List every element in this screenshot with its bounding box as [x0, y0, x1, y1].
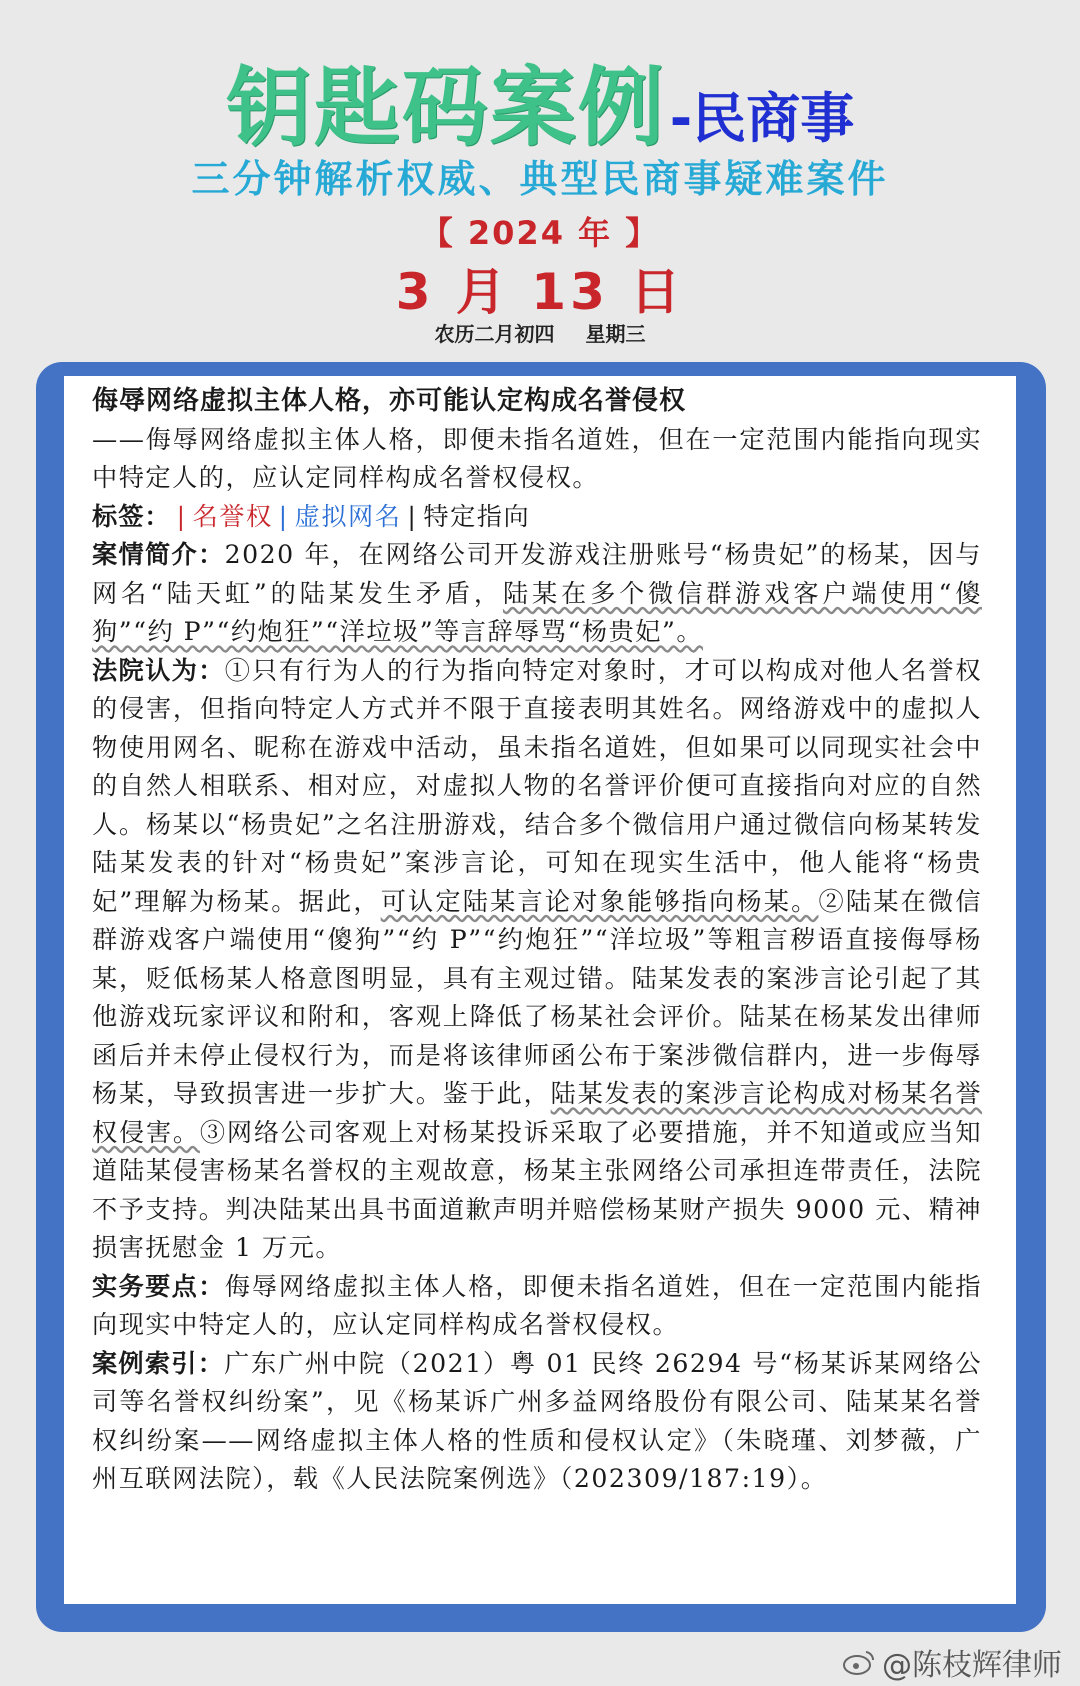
tag-separator: | — [407, 501, 418, 531]
facts-highlight: 陆某在多个微信群游戏客户端使用“傻狗”“约 P”“约炮狂”“洋垃圾”等言辞辱骂“杨贵妃”。 — [92, 578, 982, 646]
court-text: ②陆某在微信群游戏客户端使用“傻狗”“约 P”“约炮狂”“洋垃圾”等粗言秽语直接侮辱杨某，贬低杨某人格意图明显，具有主观过错。陆某发表的案涉言论引起了其他游戏玩家评议和附和，客观上降低了杨某社会评价。陆某在杨某发出律师函后并未停止侵权行为，而是将该律师函公布于案涉微信群内，进一步侮辱杨某，导致损害进一步扩大。鉴于此， — [92, 886, 983, 1108]
case-summary: ——侮辱网络虚拟主体人格，即便未指名道姓，但在一定范围内能指向现实中特定人的，应认定同样构成名誉权侵权。 — [92, 424, 982, 492]
article — [92, 382, 982, 1499]
court-highlight: 陆某发表的案涉言论构成对杨某名誉权侵害。 — [92, 1079, 983, 1147]
reference-section — [92, 1345, 982, 1499]
tag-item: 名誉权 — [192, 501, 273, 531]
tags-line — [92, 498, 982, 537]
court-highlight: 可认定陆某言论对象能够指向杨某。 — [380, 886, 819, 916]
tagline: 三分钟解析权威、典型民商事疑难案件 — [191, 157, 889, 201]
lunar-date: 农历二月初四 星期三 — [434, 322, 646, 346]
court-section — [92, 652, 982, 1268]
practice-label: 实务要点： — [92, 1271, 225, 1301]
tag-separator: | — [278, 501, 289, 531]
year-label: 【 2024 年 】 — [420, 214, 660, 252]
watermark-text: @陈枝辉律师 — [882, 1648, 1062, 1683]
facts-label: 案情简介： — [92, 540, 225, 569]
tag-item: 虚拟网名 — [294, 501, 402, 531]
court-text: ①只有行为人的行为指向特定对象时，才可以构成对他人名誉权的侵害，但指向特定人方式并不限于直接表明其姓名。网络游戏中的虚拟人物使用网名、昵称在游戏中活动，虽未指名道姓，但如果可以同现实社会中的自然人相联系、相对应，对虚拟人物的名誉评价便可直接指向对应的自然人。杨某以“杨贵妃”之名注册游戏，结合多个微信用户通过微信向杨某转发陆某发表的针对“杨贵妃”案涉言论，可知在现实生活中，他人能将“杨贵妃”理解为杨某。据此， — [92, 655, 983, 916]
tag-separator: | — [176, 501, 187, 531]
tags-label: 标签： — [92, 501, 171, 531]
brand-title — [0, 38, 1080, 162]
date-label: 3 月 13 日 — [395, 263, 685, 321]
facts-text: 2020 年，在网络公司开发游戏注册账号“杨贵妃”的杨某，因与网名“陆天虹”的陆某发生矛盾， — [92, 540, 982, 608]
weibo-icon — [842, 1648, 876, 1676]
court-label: 法院认为： — [92, 655, 225, 685]
case-title: 侮辱网络虚拟主体人格，亦可能认定构成名誉侵权 — [92, 386, 687, 416]
watermark — [842, 1640, 1062, 1684]
practice-section — [92, 1268, 982, 1345]
court-text: ③网络公司客观上对杨某投诉采取了必要措施，并不知道或应当知道陆某侵害杨某名誉权的主观故意，杨某主张网络公司承担连带责任，法院不予支持。判决陆某出具书面道歉声明并赔偿杨某财产损失 9000 元、精神损害抚慰金 1 万元。 — [92, 1117, 983, 1262]
facts-section — [92, 536, 982, 652]
practice-text: 侮辱网络虚拟主体人格，即便未指名道姓，但在一定范围内能指向现实中特定人的，应认定同样构成名誉权侵权。 — [92, 1271, 983, 1339]
reference-text: 广东广州中院（2021）粤 01 民终 26294 号“杨某诉某网络公司等名誉权纠纷案”，见《杨某诉广州多益网络股份有限公司、陆某某名誉权纠纷案——网络虚拟主体人格的性质和侵权认定》（朱晓瑾、刘梦薇，广州互联网法院），载《人民法院案例选》（202309/187:19）。 — [92, 1348, 983, 1493]
brand-sub: -民商事 — [669, 87, 855, 150]
brand-main: 钥匙码案例 — [225, 58, 666, 158]
tag-item: 特定指向 — [423, 501, 531, 531]
reference-label: 案例索引： — [92, 1348, 225, 1378]
